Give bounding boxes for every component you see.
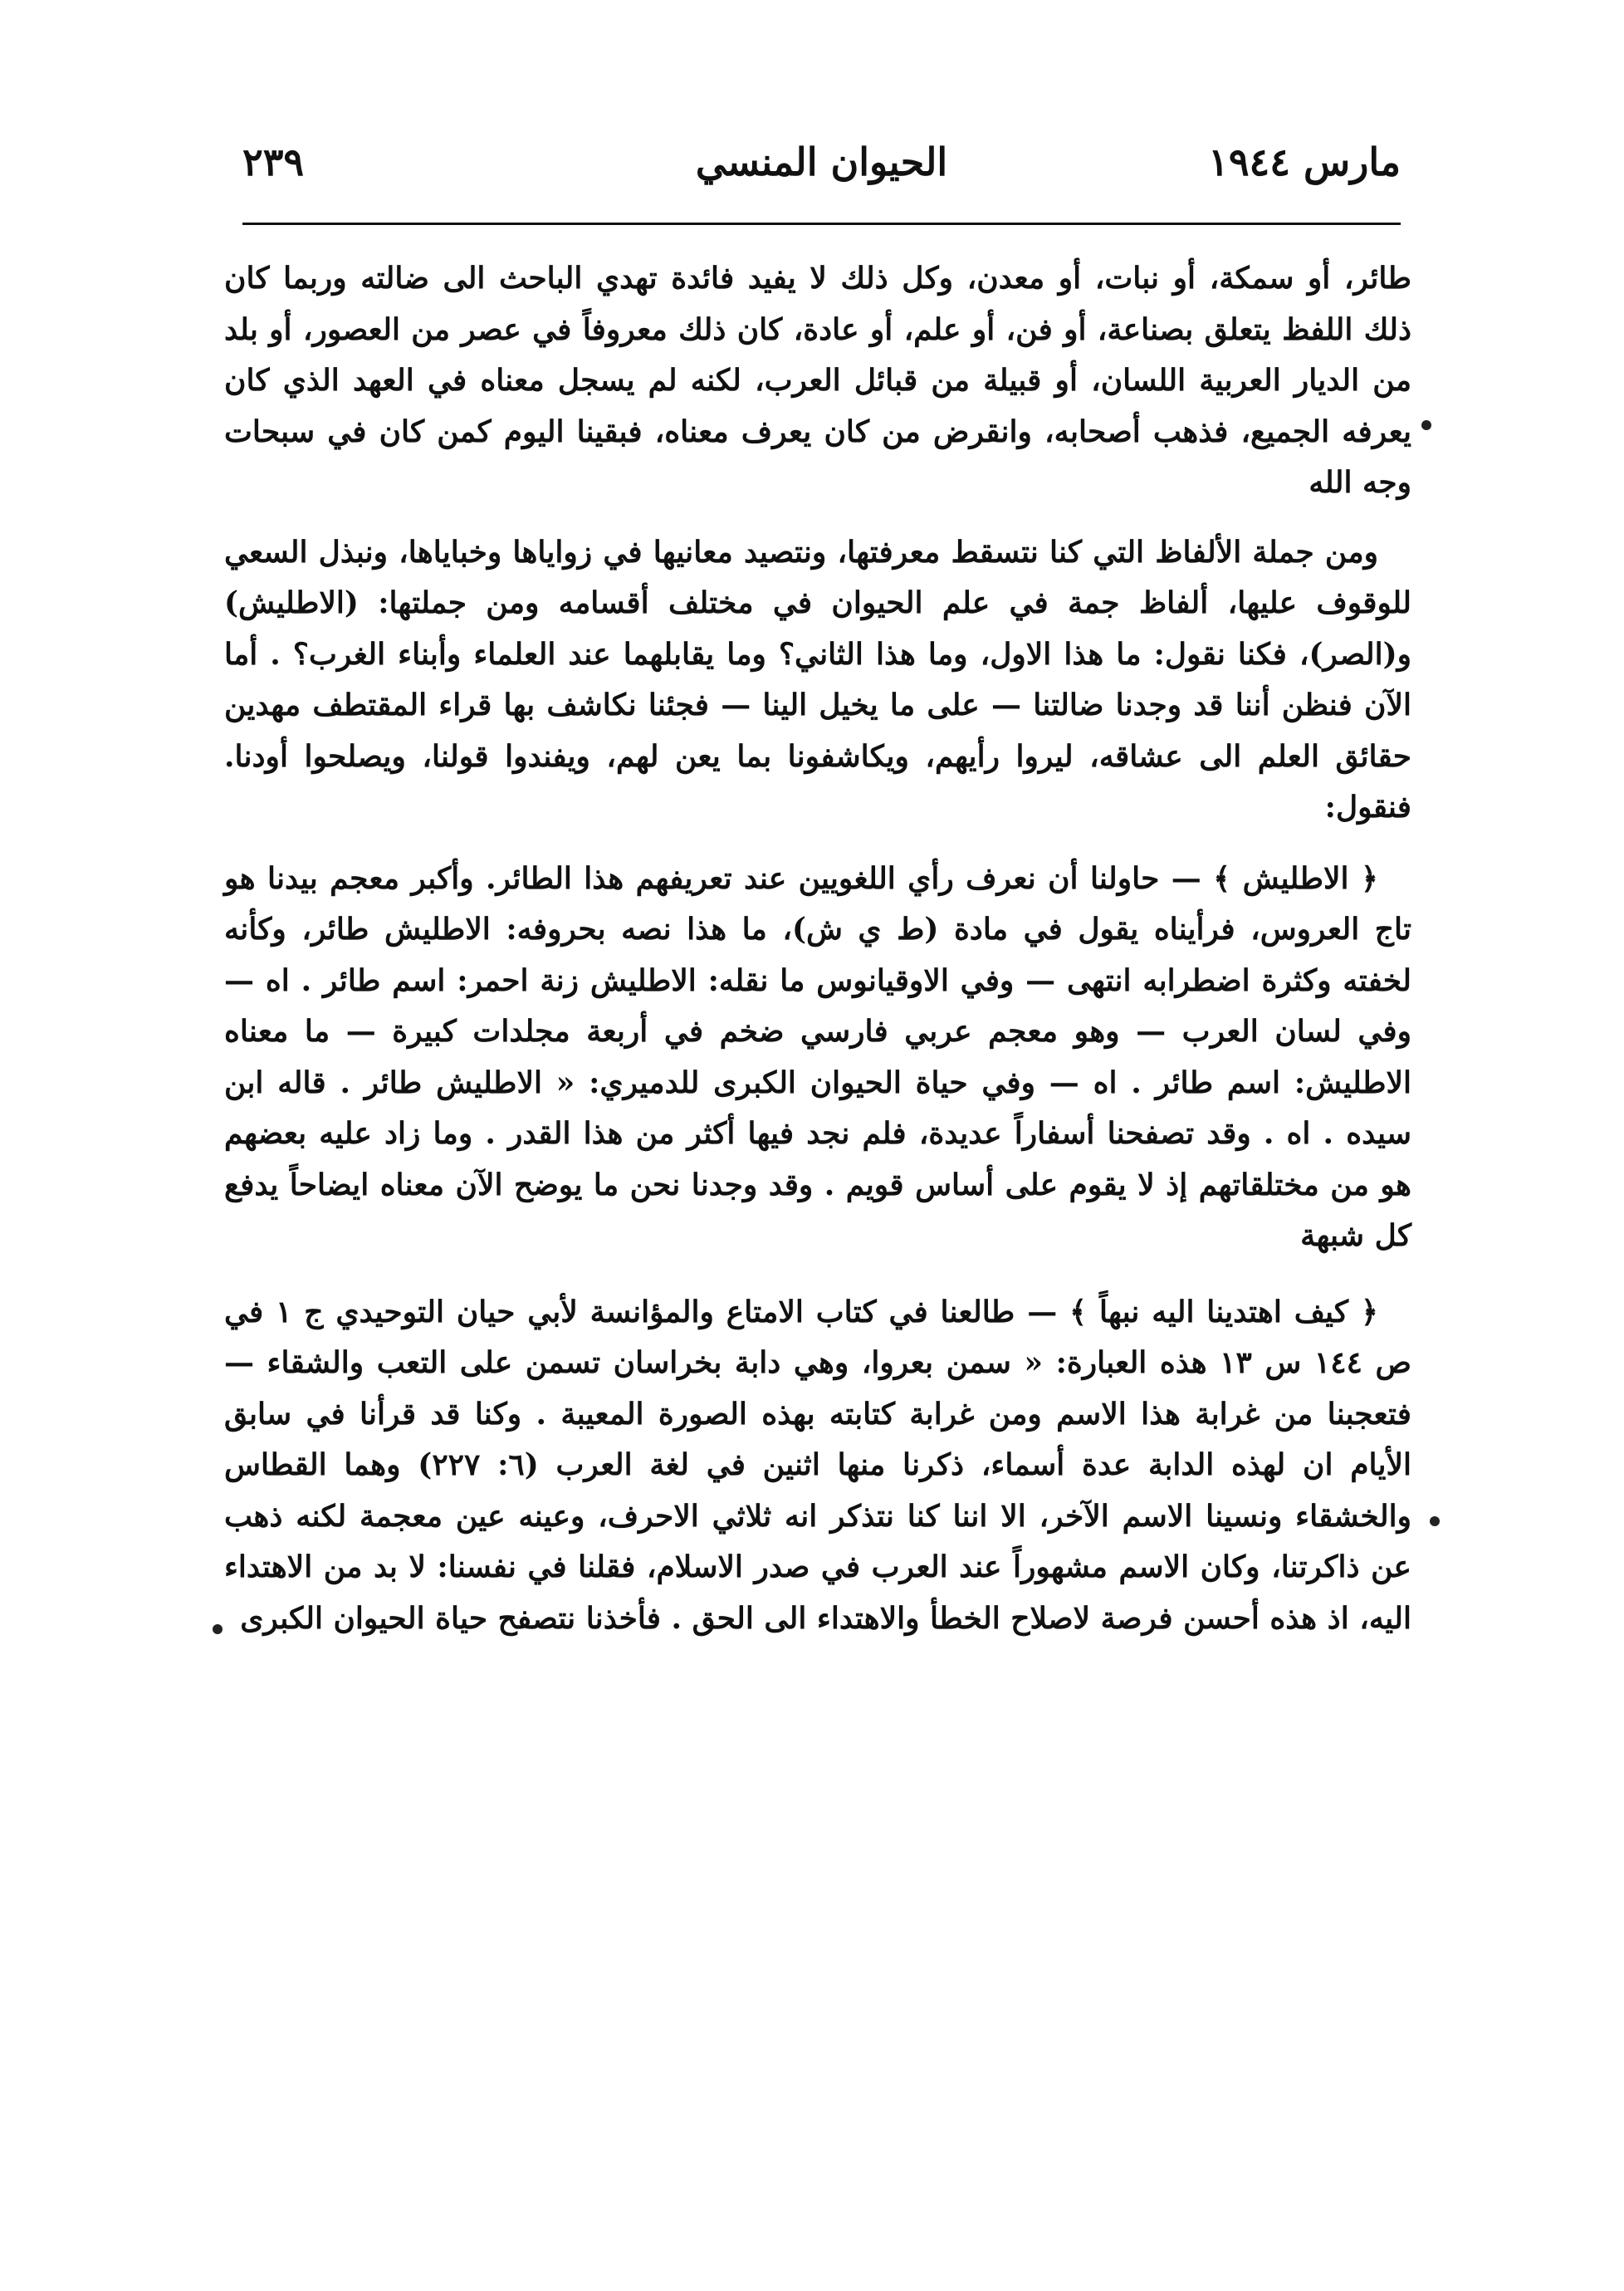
margin-dot [1430, 1516, 1440, 1526]
paragraph-text: حاولنا أن نعرف رأي اللغويين عند تعريفهم هذا الطائر. وأكبر معجم بيدنا هو تاج العروس، فرأيناه يقول في مادة (ط ي ش)، ما هذا نصه بحروفه: الاطليش طائر، وكأنه لخفته وكثرة اضطرابه انتهى — وفي الاوقيانوس ما نقله: الاطليش زنة احمر: اسم طائر . اه — وفي لسان العرب — وهو معجم عربي فارسي ضخم في أربعة مجلدات كبيرة — ما معناه الاطليش: اسم طائر . اه — وفي حياة الحيوان الكبرى للدميري: « الاطليش طائر . قاله ابن سيده . اه . وقد تصفحنا أسفاراً عديدة، فلم نجد فيها أكثر من هذا القدر . وما زاد عليه بعضهم هو من مختلقاتهم إذ لا يقوم على أساس قويم . وقد وجدنا نحن ما يوضح الآن معناه ايضاحاً يدفع كل شبهة [224, 860, 1411, 1253]
header-rule [242, 223, 1401, 225]
paragraph: طائر، أو سمكة، أو نبات، أو معدن، وكل ذلك لا يفيد فائدة تهدي الباحث الى ضالته وربما كان ذلك اللفظ يتعلق بصناعة، أو فن، أو علم، أو عادة، كان ذلك معروفاً في عصر من العصور، أو بلد من الديار العربية اللسان، أو قبيلة من قبائل العرب، لكنه لم يسجل معناه في العهد الذي كان يعرفه الجميع، فذهب أصحابه، وانقرض من كان يعرف معناه، فبقينا اليوم كمن كان في سبحات وجه الله [224, 261, 1411, 500]
article-body [224, 253, 1411, 1644]
section-term: ﴿ كيف اهتدينا اليه نبهاً ﴾ — [1027, 1294, 1378, 1329]
margin-dot [1421, 420, 1431, 430]
paragraph: ومن جملة الألفاظ التي كنا نتسقط معرفتها، ونتصيد معانيها في زواياها وخباياها، ونبذل السعي للوقوف عليها، ألفاظ جمة في علم الحيوان في مختلف أقسامه ومن جملتها: (الاطليش) و(الصر)، فكنا نقول: ما هذا الاول، وما هذا الثاني؟ وما يقابلهما عند العلماء وأبناء الغرب؟ . أما الآن فنظن أننا قد وجدنا ضالتنا — على ما يخيل الينا — فجئنا نكاشف بها قراء المقتطف مهدين حقائق العلم الى عشاقه، ليروا رأيهم، ويكاشفونا بما يعن لهم، ويفندوا قولنا، ويصلحوا أودنا. فنقول: [224, 534, 1411, 825]
paragraph-text: طالعنا في كتاب الامتاع والمؤانسة لأبي حيان التوحيدي ج ١ في ص ١٤٤ س ١٣ هذه العبارة: « سمن بعروا، وهي دابة بخراسان تسمن على التعب والشقاء — فتعجبنا من غرابة هذا الاسم ومن غرابة كتابته بهذه الصورة المعيبة . وكنا قد قرأنا في سابق الأيام ان لهذه الدابة عدة أسماء، ذكرنا منها اثنين في لغة العرب (٦: ٢٢٧) وهما القطاس والخشقاء ونسينا الاسم الآخر، الا اننا كنا نتذكر انه ثلاثي الاحرف، وعينه عين معجمة لكنه ذهب عن ذاكرتنا، وكان الاسم مشهوراً عند العرب في صدر الاسلام، فقلنا في نفسنا: لا بد من الاهتداء اليه، اذ هذه أحسن فرصة لاصلاح الخطأ والاهتداء الى الحق . فأخذنا نتصفح حياة الحيوان الكبرى [224, 1294, 1412, 1636]
paragraph [224, 1287, 1411, 1645]
section-term: ﴿ الاطليش ﴾ — [1171, 860, 1378, 896]
margin-dot [213, 1624, 223, 1634]
page-number: ٢٣٩ [242, 140, 305, 184]
running-title: الحيوان المنسي [695, 140, 948, 184]
paragraph [224, 854, 1411, 1262]
page-header [242, 140, 1401, 206]
header-date: مارس ١٩٤٤ [1208, 140, 1401, 184]
